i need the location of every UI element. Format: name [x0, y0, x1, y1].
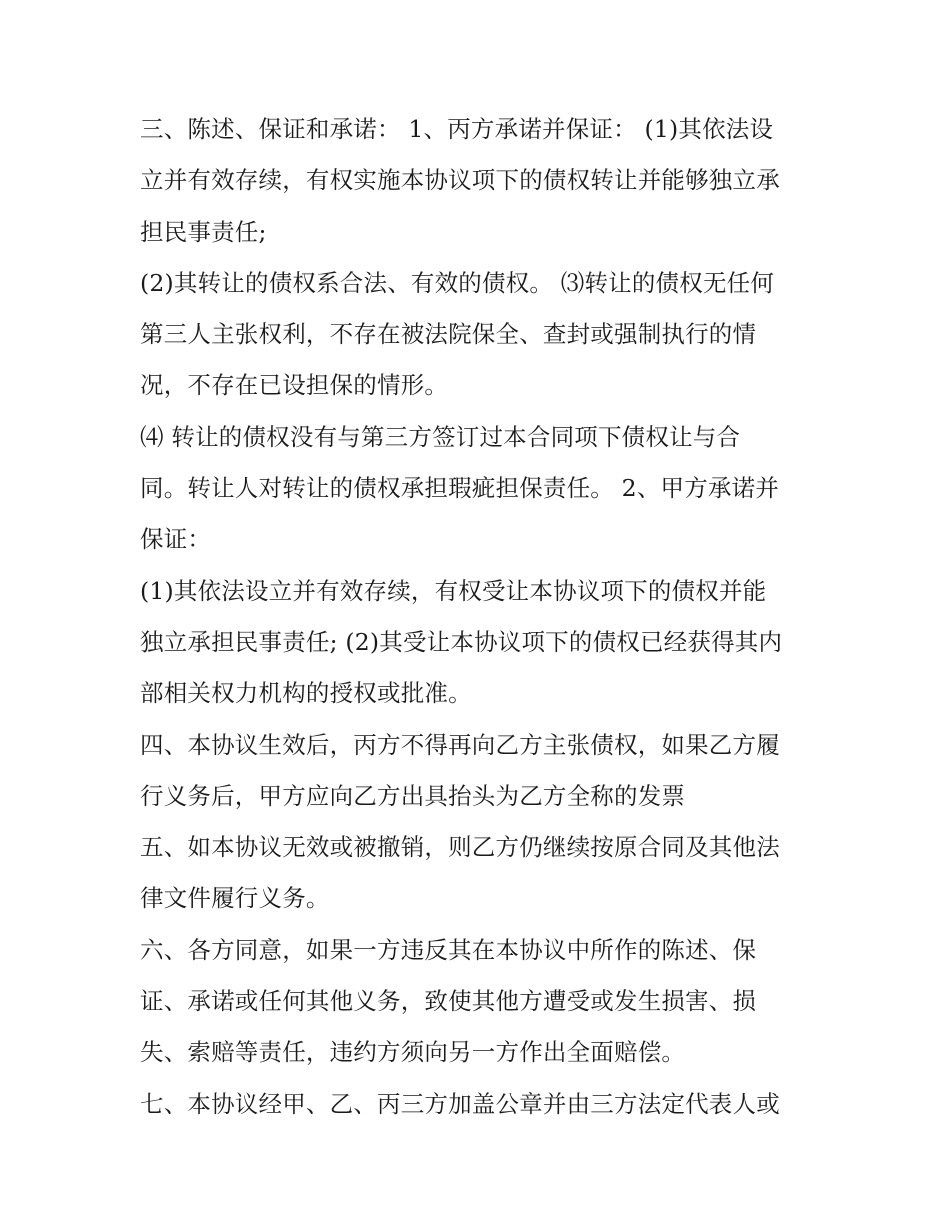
- text-line: 同。转让人对转让的债权承担瑕疵担保责任。 2、甲方承诺并: [140, 474, 780, 503]
- text-line: 律文件履行义务。: [140, 884, 330, 913]
- text-line: 部相关权力机构的授权或批准。: [140, 679, 472, 708]
- text-line: 三、陈述、保证和承诺： 1、丙方承诺并保证： (1)其依法设: [140, 115, 774, 143]
- text-line: 立并有效存续，有权实施本协议项下的债权转让并能够独立承: [140, 166, 780, 195]
- text-line: 担民事责任;: [140, 217, 267, 246]
- text-line: 七、本协议经甲、乙、丙三方加盖公章并由三方法定代表人或: [140, 1089, 780, 1118]
- document-body: [140, 104, 820, 1130]
- text-line: 行义务后，甲方应向乙方出具抬头为乙方全称的发票: [140, 781, 686, 810]
- text-line: 第三人主张权利，不存在被法院保全、查封或强制执行的情: [140, 320, 757, 349]
- text-line: 四、本协议生效后，丙方不得再向乙方主张债权，如果乙方履: [140, 730, 780, 759]
- text-line: 失、索赔等责任，违约方须向另一方作出全面赔偿。: [140, 1038, 686, 1067]
- text-line: 保证：: [140, 525, 212, 554]
- text-line: 五、如本协议无效或被撤销，则乙方仍继续按原合同及其他法: [140, 833, 780, 862]
- text-line: 证、承诺或任何其他义务，致使其他方遭受或发生损害、损: [140, 987, 757, 1016]
- text-line: (2)其转让的债权系合法、有效的债权。 ⑶转让的债权无任何: [140, 268, 775, 297]
- text-line: 六、各方同意，如果一方违反其在本协议中所作的陈述、保: [140, 935, 757, 964]
- text-line: (1)其依法设立并有效存续，有权受让本协议项下的债权并能: [140, 576, 767, 605]
- text-line: 况，不存在已设担保的情形。: [140, 371, 449, 400]
- text-line: ⑷ 转让的债权没有与第三方签订过本合同项下债权让与合: [140, 422, 741, 451]
- text-line: 独立承担民事责任; (2)其受让本协议项下的债权已经获得其内: [140, 627, 783, 656]
